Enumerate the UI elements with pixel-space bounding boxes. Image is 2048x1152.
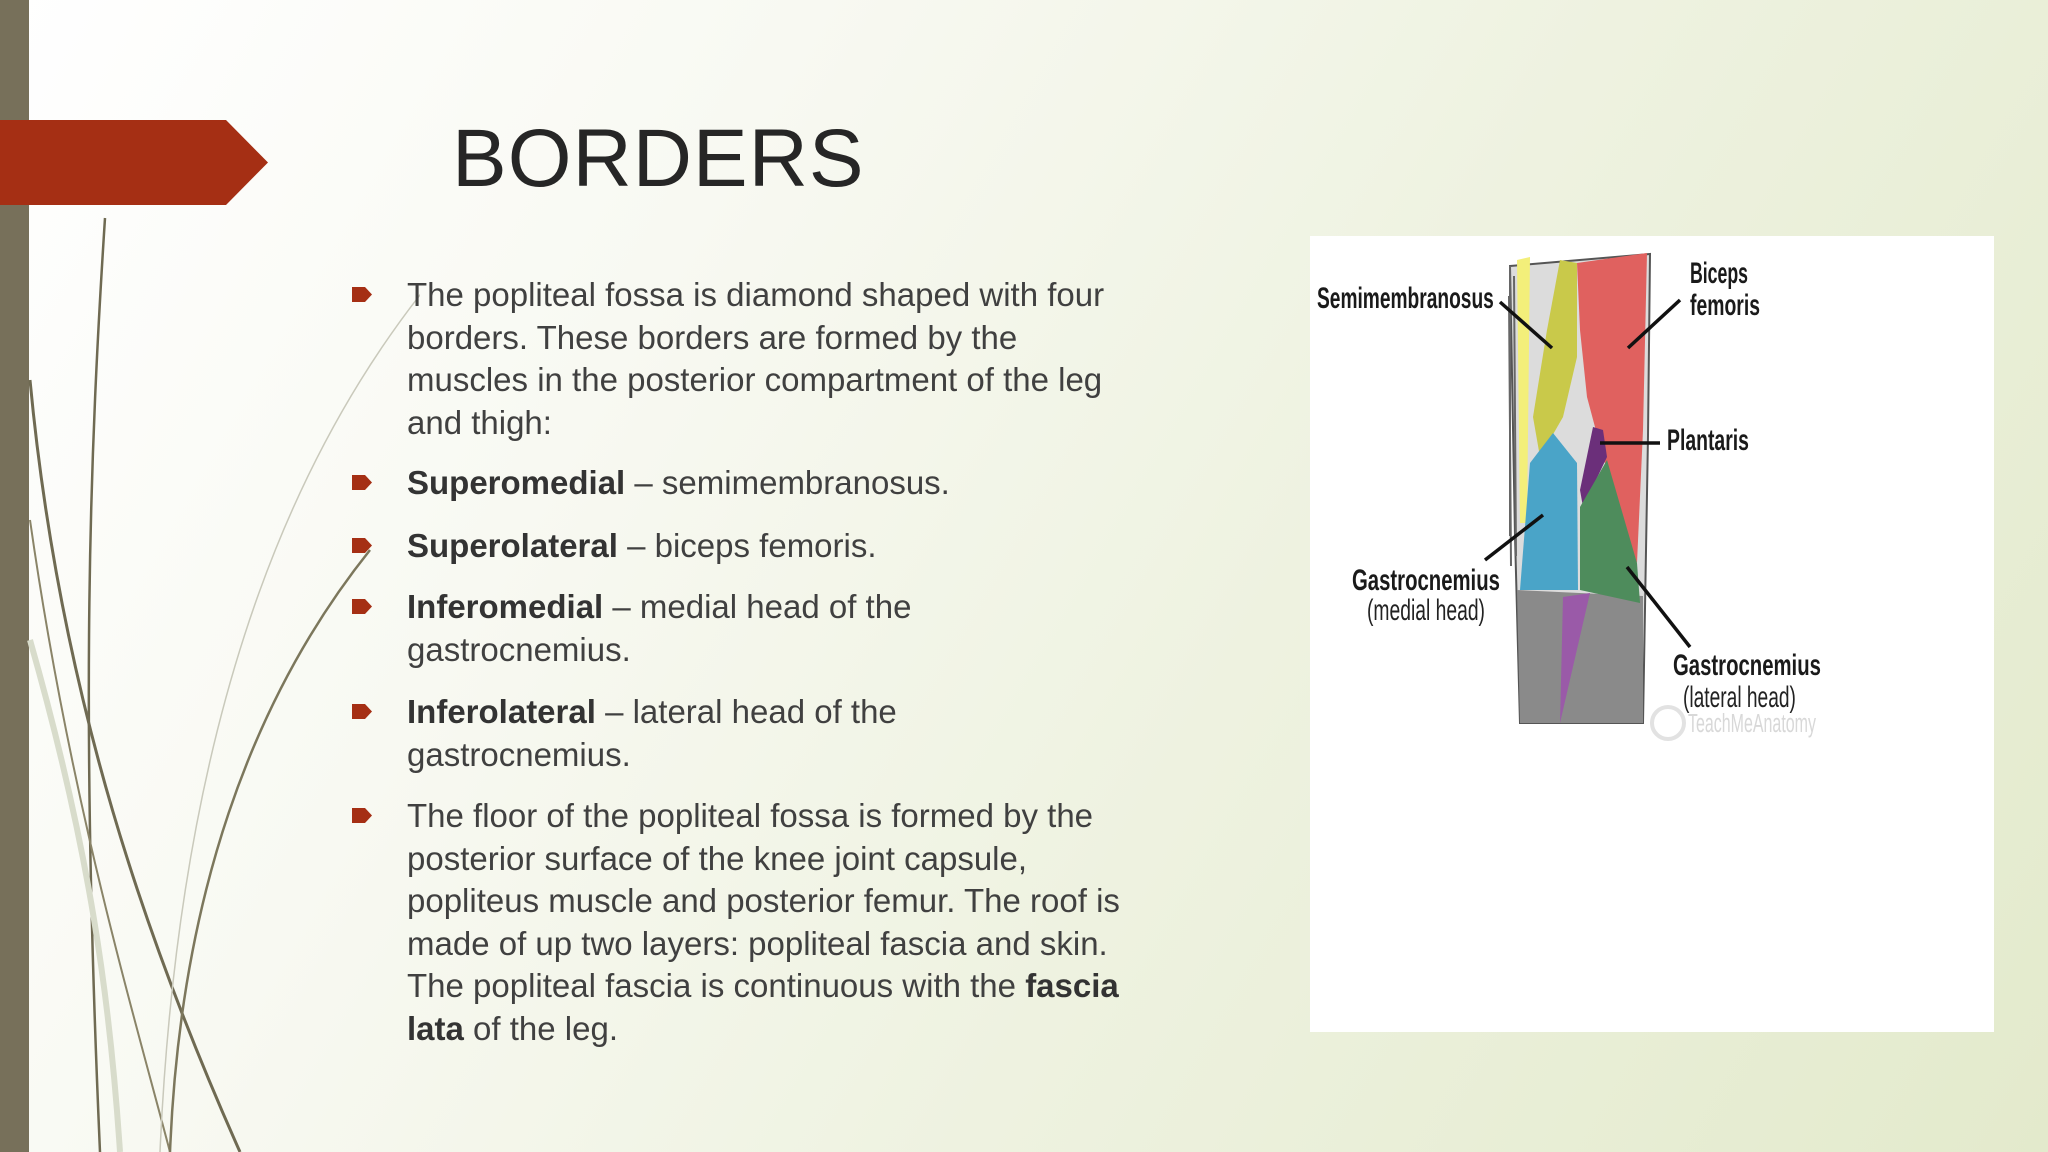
bullet-text bbox=[407, 691, 1267, 776]
bold-term: Superomedial bbox=[407, 464, 626, 501]
bold-term: lata bbox=[407, 1009, 464, 1047]
text-line bbox=[407, 880, 1267, 923]
bold-term: Inferolateral bbox=[407, 693, 596, 730]
bullet-text bbox=[407, 274, 1267, 444]
bold-term: fascia bbox=[1025, 967, 1119, 1004]
text-segment: made of up two layers: popliteal fascia and skin. bbox=[407, 924, 1108, 962]
text-segment: popliteus muscle and posterior femur. The roof is bbox=[407, 882, 1120, 919]
text-segment: The floor of the popliteal fossa is formed by the bbox=[407, 797, 1094, 834]
leg-illustration bbox=[1509, 253, 1650, 723]
bold-term: Inferomedial bbox=[407, 588, 604, 625]
text-line bbox=[407, 317, 1267, 360]
bullet-text bbox=[407, 462, 1267, 505]
label-lateral-head: (lateral head) bbox=[1683, 680, 1796, 715]
text-line bbox=[407, 691, 1267, 734]
text-segment: The popliteal fascia is continuous with the bbox=[407, 967, 1026, 1004]
text-segment: gastrocnemius. bbox=[407, 735, 631, 773]
copyright-icon bbox=[1652, 707, 1684, 739]
text-segment: The popliteal fossa is diamond shaped with four bbox=[407, 276, 1105, 313]
text-line bbox=[407, 462, 1267, 505]
text-segment: of the leg. bbox=[463, 1009, 618, 1047]
text-line bbox=[407, 586, 1267, 629]
text-line bbox=[407, 359, 1267, 402]
text-segment: borders. These borders are formed by the bbox=[407, 318, 1018, 356]
text-line bbox=[407, 795, 1267, 838]
title-accent-arrow bbox=[0, 120, 268, 205]
text-segment: and thigh: bbox=[407, 403, 552, 441]
anatomy-figure bbox=[1310, 236, 1994, 1032]
text-line bbox=[407, 838, 1267, 881]
bold-term: Superolateral bbox=[407, 527, 618, 564]
text-line bbox=[407, 629, 1267, 672]
bullet-text bbox=[407, 586, 1267, 671]
watermark: TeachMeAnatomy bbox=[1688, 707, 1816, 739]
text-segment: posterior surface of the knee joint capsule, bbox=[407, 839, 1028, 877]
text-line bbox=[407, 1008, 1267, 1051]
label-gastrocnemius-medial: Gastrocnemius bbox=[1352, 564, 1500, 598]
text-segment: – semimembranosus. bbox=[625, 464, 950, 501]
label-femoris: femoris bbox=[1690, 288, 1760, 323]
text-line bbox=[407, 525, 1267, 568]
text-segment: gastrocnemius. bbox=[407, 630, 631, 668]
text-line bbox=[407, 965, 1267, 1008]
text-line bbox=[407, 402, 1267, 445]
text-segment: muscles in the posterior compartment of the leg bbox=[407, 361, 1103, 398]
text-line bbox=[407, 274, 1267, 317]
text-line bbox=[407, 923, 1267, 966]
bullet-text bbox=[407, 795, 1267, 1050]
label-biceps: Biceps bbox=[1690, 257, 1748, 291]
bullet-text bbox=[407, 525, 1267, 568]
label-plantaris: Plantaris bbox=[1667, 423, 1749, 458]
label-gastrocnemius-lateral: Gastrocnemius bbox=[1673, 649, 1821, 683]
label-medial-head: (medial head) bbox=[1367, 593, 1485, 628]
text-segment: – medial head of the bbox=[603, 588, 912, 625]
text-line bbox=[407, 734, 1267, 777]
slide-title: BORDERS bbox=[452, 113, 865, 204]
text-segment: – lateral head of the bbox=[595, 693, 897, 730]
text-segment: – biceps femoris. bbox=[617, 527, 877, 564]
label-semimembranosus: Semimembranosus bbox=[1317, 281, 1494, 316]
